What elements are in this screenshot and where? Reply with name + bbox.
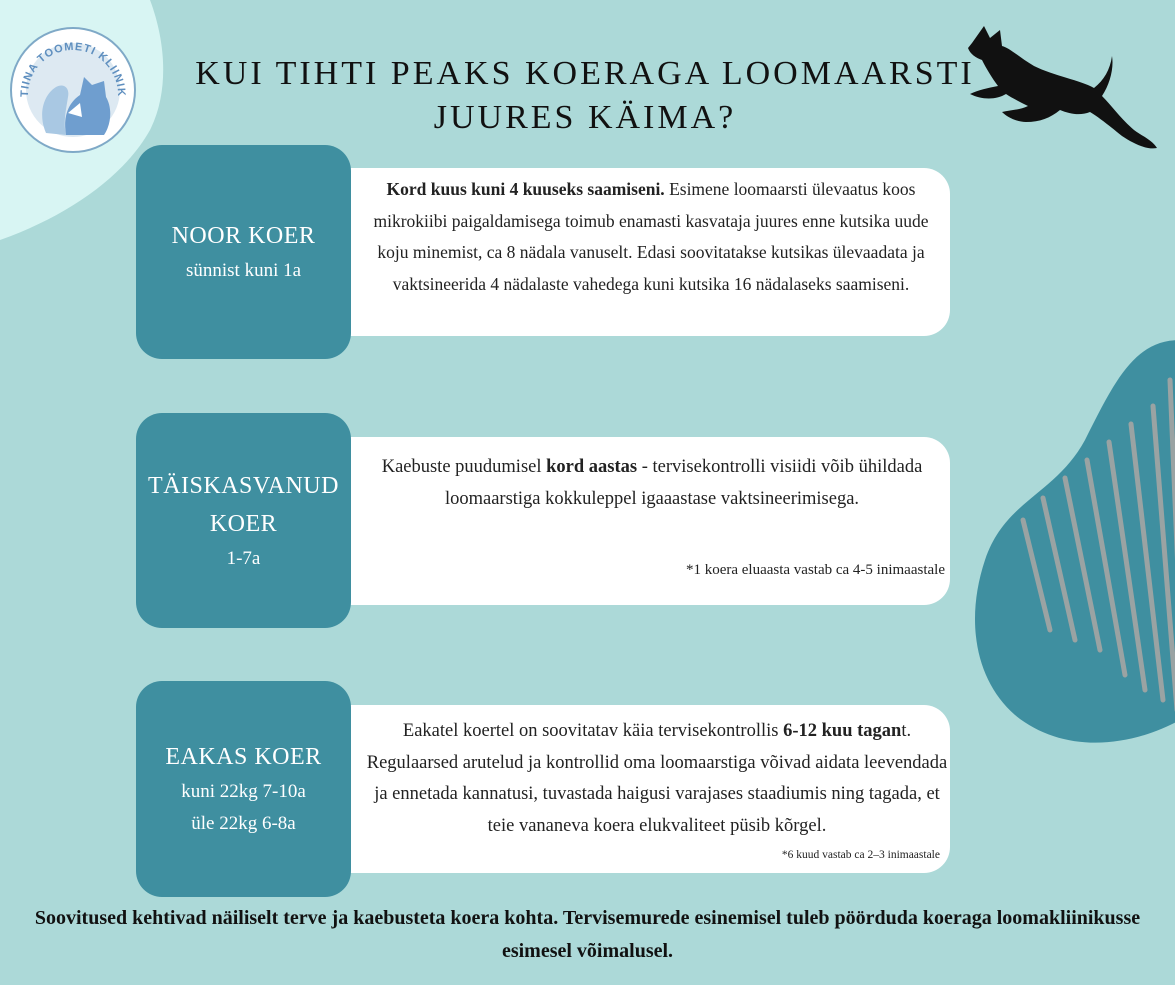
row-adult-age: 1-7a	[226, 547, 261, 569]
row-adult-note: *1 koera eluaasta vastab ca 4-5 inimaastale	[685, 562, 945, 578]
row-adult-text	[354, 452, 950, 515]
row-senior-text-before: Eakatel koertel on soovitatav käia tervisekontrollis	[402, 721, 784, 741]
row-senior-note: *6 kuud vastab ca 2–3 inimaastale	[781, 849, 940, 861]
row-adult-label-box	[136, 413, 351, 628]
row-adult-text-after: - tervisekontrolli visiidi võib ühildada loomaarstiga kokkuleppel igaaastase vaktsineerimisega.	[444, 457, 923, 509]
clinic-logo	[8, 25, 138, 155]
row-senior-text	[362, 716, 952, 842]
row-young-text-bold: Kord kuus kuni 4 kuuseks saamiseni.	[386, 179, 665, 199]
decorative-striped-blob	[965, 320, 1175, 760]
title-line-2: JUURES KÄIMA?	[433, 99, 737, 136]
title-line-1: KUI TIHTI PEAKS KOERAGA LOOMAARSTI	[195, 55, 975, 92]
row-senior-label-box	[136, 681, 351, 897]
row-adult-text-before: Kaebuste puudumisel	[381, 457, 547, 477]
row-senior-label: EAKAS KOER	[165, 744, 322, 770]
row-senior-weight-large: üle 22kg 6-8a	[191, 813, 296, 834]
row-young-label: NOOR KOER	[171, 223, 316, 249]
page-title	[170, 52, 1000, 140]
footer-disclaimer: Soovitused kehtivad näiliselt terve ja kaebusteta koera kohta. Tervisemurede esinemisel tuleb pöörduda koeraga loomakliinikusse esimesel võimalusel.	[34, 907, 1141, 962]
svg-text:TIINA TOOMETI KLIINIK: TIINA TOOMETI KLIINIK	[18, 40, 128, 98]
row-young-label-box	[136, 145, 351, 359]
row-young-text	[362, 174, 940, 300]
row-senior-text-after: t. Regulaarsed arutelud ja kontrollid oma loomaarstiga võivad aidata leevendada ja ennetada kannatusi, tuvastada haigusi varajases staadiumis ning tagada, et teie vananeva koera elukvaliteet püsib kõrgel.	[366, 721, 948, 836]
row-adult-text-bold: kord aastas	[546, 457, 638, 477]
row-senior-weight-small: kuni 22kg 7-10a	[181, 781, 306, 802]
row-adult-label: TÄISKASVANUD KOER	[148, 472, 339, 537]
row-young-text-rest: Esimene loomaarsti ülevaatus koos mikrokiibi paigaldamisega toimub enamasti kasvataja juures enne kutsika uude koju minemist, ca 8 nädala vanuselt. Edasi soovitatakse kutsikas ülevaadata ja vaktsineerida 4 nädalaste vahedega kuni kutsika 16 nädalaseks saamiseni.	[373, 179, 929, 294]
row-young-age: sünnist kuni 1a	[185, 260, 302, 281]
row-senior-text-bold: 6-12 kuu tagan	[783, 721, 902, 741]
